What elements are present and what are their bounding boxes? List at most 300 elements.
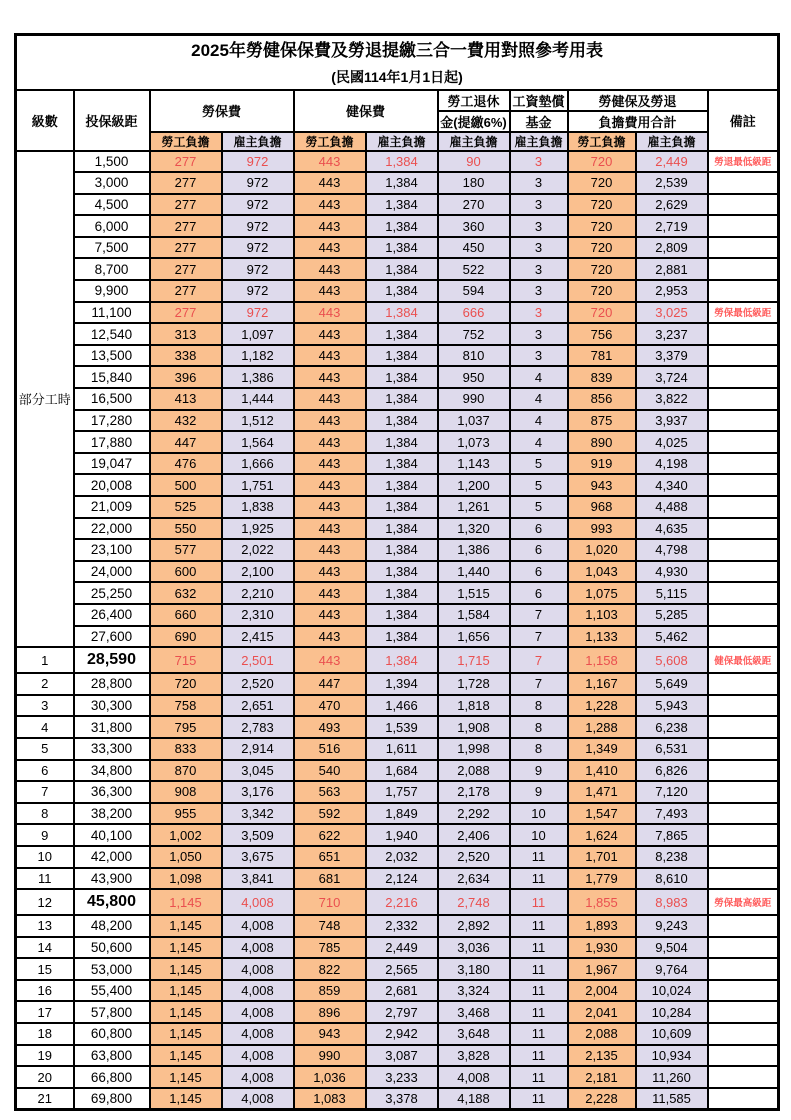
value-cell-pension_er: 2,520 — [438, 846, 510, 868]
value-cell-labor_emp: 500 — [150, 474, 222, 496]
level-cell: 3 — [16, 695, 74, 717]
col-header-wage-fund-line1: 工資墊償 — [510, 90, 568, 111]
value-cell-pension_er: 2,892 — [438, 915, 510, 937]
value-cell-labor_er: 3,675 — [222, 846, 294, 868]
value-cell-labor_er: 1,838 — [222, 496, 294, 518]
value-cell-labor_emp: 715 — [150, 647, 222, 673]
value-cell-labor_er: 3,509 — [222, 824, 294, 846]
value-cell-health_emp: 540 — [294, 760, 366, 782]
value-cell-health_er: 1,394 — [366, 673, 438, 695]
value-cell-labor_er: 4,008 — [222, 1066, 294, 1088]
value-cell-labor_er: 972 — [222, 280, 294, 302]
bracket-cell: 20,008 — [74, 474, 150, 496]
level-cell: 18 — [16, 1023, 74, 1045]
table-row — [16, 237, 779, 259]
value-cell-health_emp: 443 — [294, 474, 366, 496]
remark-cell — [708, 496, 779, 518]
subheader-labor-employee: 勞工負擔 — [150, 132, 222, 151]
value-cell-health_er: 3,087 — [366, 1045, 438, 1067]
remark-cell — [708, 539, 779, 561]
value-cell-health_emp: 443 — [294, 518, 366, 540]
value-cell-total_emp: 720 — [568, 215, 636, 237]
value-cell-health_emp: 443 — [294, 561, 366, 583]
value-cell-labor_emp: 577 — [150, 539, 222, 561]
value-cell-pension_er: 1,073 — [438, 431, 510, 453]
value-cell-total_er: 2,809 — [636, 237, 708, 259]
value-cell-total_emp: 993 — [568, 518, 636, 540]
value-cell-health_er: 1,384 — [366, 345, 438, 367]
value-cell-health_emp: 443 — [294, 258, 366, 280]
value-cell-health_emp: 943 — [294, 1023, 366, 1045]
bracket-cell: 40,100 — [74, 824, 150, 846]
value-cell-total_emp: 1,471 — [568, 781, 636, 803]
value-cell-labor_er: 1,444 — [222, 388, 294, 410]
value-cell-pension_er: 950 — [438, 366, 510, 388]
value-cell-fund_er: 11 — [510, 915, 568, 937]
value-cell-pension_er: 2,634 — [438, 868, 510, 890]
value-cell-pension_er: 1,515 — [438, 582, 510, 604]
value-cell-pension_er: 1,261 — [438, 496, 510, 518]
value-cell-health_emp: 622 — [294, 824, 366, 846]
table-row — [16, 366, 779, 388]
value-cell-health_er: 1,384 — [366, 258, 438, 280]
table-row — [16, 958, 779, 980]
value-cell-labor_emp: 660 — [150, 604, 222, 626]
value-cell-fund_er: 11 — [510, 846, 568, 868]
value-cell-fund_er: 11 — [510, 958, 568, 980]
value-cell-pension_er: 1,728 — [438, 673, 510, 695]
remark-cell — [708, 846, 779, 868]
value-cell-total_er: 2,953 — [636, 280, 708, 302]
value-cell-fund_er: 9 — [510, 760, 568, 782]
table-row — [16, 760, 779, 782]
value-cell-total_emp: 2,041 — [568, 1001, 636, 1023]
value-cell-labor_emp: 1,145 — [150, 980, 222, 1002]
remark-cell — [708, 474, 779, 496]
value-cell-total_er: 9,764 — [636, 958, 708, 980]
value-cell-health_er: 1,384 — [366, 388, 438, 410]
value-cell-labor_er: 2,022 — [222, 539, 294, 561]
value-cell-pension_er: 2,406 — [438, 824, 510, 846]
value-cell-fund_er: 5 — [510, 496, 568, 518]
value-cell-labor_er: 3,045 — [222, 760, 294, 782]
value-cell-fund_er: 8 — [510, 695, 568, 717]
value-cell-fund_er: 4 — [510, 410, 568, 432]
value-cell-pension_er: 1,998 — [438, 738, 510, 760]
value-cell-total_er: 3,724 — [636, 366, 708, 388]
value-cell-labor_er: 4,008 — [222, 1045, 294, 1067]
value-cell-total_er: 3,379 — [636, 345, 708, 367]
value-cell-total_er: 6,531 — [636, 738, 708, 760]
value-cell-pension_er: 1,440 — [438, 561, 510, 583]
bracket-cell: 36,300 — [74, 781, 150, 803]
bracket-cell: 42,000 — [74, 846, 150, 868]
value-cell-fund_er: 11 — [510, 1066, 568, 1088]
value-cell-pension_er: 90 — [438, 151, 510, 173]
value-cell-labor_emp: 1,050 — [150, 846, 222, 868]
table-row — [16, 215, 779, 237]
value-cell-health_er: 1,384 — [366, 215, 438, 237]
bracket-cell: 34,800 — [74, 760, 150, 782]
value-cell-labor_emp: 870 — [150, 760, 222, 782]
level-cell: 11 — [16, 868, 74, 890]
value-cell-pension_er: 3,180 — [438, 958, 510, 980]
remark-cell — [708, 431, 779, 453]
value-cell-fund_er: 7 — [510, 647, 568, 673]
bracket-cell: 17,280 — [74, 410, 150, 432]
value-cell-fund_er: 3 — [510, 237, 568, 259]
value-cell-total_emp: 1,410 — [568, 760, 636, 782]
remark-cell — [708, 781, 779, 803]
value-cell-health_emp: 443 — [294, 280, 366, 302]
table-row — [16, 172, 779, 194]
value-cell-total_emp: 720 — [568, 151, 636, 173]
value-cell-pension_er: 1,584 — [438, 604, 510, 626]
level-cell: 8 — [16, 803, 74, 825]
value-cell-pension_er: 1,656 — [438, 626, 510, 648]
value-cell-total_emp: 756 — [568, 323, 636, 345]
value-cell-total_emp: 875 — [568, 410, 636, 432]
value-cell-pension_er: 1,320 — [438, 518, 510, 540]
table-row — [16, 980, 779, 1002]
value-cell-pension_er: 1,818 — [438, 695, 510, 717]
value-cell-fund_er: 11 — [510, 980, 568, 1002]
value-cell-pension_er: 666 — [438, 302, 510, 324]
remark-cell — [708, 915, 779, 937]
subheader-fund-employer: 雇主負擔 — [510, 132, 568, 151]
value-cell-total_er: 5,608 — [636, 647, 708, 673]
value-cell-total_emp: 1,103 — [568, 604, 636, 626]
value-cell-pension_er: 1,200 — [438, 474, 510, 496]
value-cell-total_er: 4,930 — [636, 561, 708, 583]
value-cell-labor_emp: 632 — [150, 582, 222, 604]
value-cell-labor_emp: 908 — [150, 781, 222, 803]
value-cell-total_emp: 2,228 — [568, 1088, 636, 1110]
table-row — [16, 410, 779, 432]
table-row — [16, 695, 779, 717]
subheader-health-employer: 雇主負擔 — [366, 132, 438, 151]
value-cell-labor_er: 1,564 — [222, 431, 294, 453]
value-cell-labor_emp: 690 — [150, 626, 222, 648]
bracket-cell: 38,200 — [74, 803, 150, 825]
table-row — [16, 604, 779, 626]
value-cell-health_emp: 443 — [294, 323, 366, 345]
bracket-cell: 1,500 — [74, 151, 150, 173]
value-cell-pension_er: 594 — [438, 280, 510, 302]
remark-cell — [708, 716, 779, 738]
col-header-pension-line1: 勞工退休 — [438, 90, 510, 111]
value-cell-health_er: 1,384 — [366, 237, 438, 259]
value-cell-total_er: 2,449 — [636, 151, 708, 173]
bracket-cell: 8,700 — [74, 258, 150, 280]
value-cell-pension_er: 270 — [438, 194, 510, 216]
title-block — [16, 35, 779, 90]
col-header-remark: 備註 — [708, 90, 779, 151]
value-cell-labor_er: 2,783 — [222, 716, 294, 738]
remark-cell — [708, 172, 779, 194]
value-cell-total_emp: 1,228 — [568, 695, 636, 717]
table-row — [16, 1088, 779, 1110]
value-cell-labor_emp: 1,145 — [150, 1045, 222, 1067]
value-cell-labor_emp: 447 — [150, 431, 222, 453]
value-cell-total_emp: 1,547 — [568, 803, 636, 825]
value-cell-fund_er: 7 — [510, 604, 568, 626]
value-cell-health_er: 2,032 — [366, 846, 438, 868]
value-cell-labor_emp: 1,145 — [150, 889, 222, 915]
value-cell-fund_er: 6 — [510, 582, 568, 604]
value-cell-total_emp: 1,043 — [568, 561, 636, 583]
value-cell-total_emp: 1,893 — [568, 915, 636, 937]
value-cell-health_emp: 443 — [294, 626, 366, 648]
value-cell-pension_er: 990 — [438, 388, 510, 410]
table-row — [16, 781, 779, 803]
subheader-total-employee: 勞工負擔 — [568, 132, 636, 151]
value-cell-labor_emp: 758 — [150, 695, 222, 717]
value-cell-total_er: 11,260 — [636, 1066, 708, 1088]
value-cell-total_er: 6,238 — [636, 716, 708, 738]
value-cell-labor_emp: 277 — [150, 302, 222, 324]
bracket-cell: 60,800 — [74, 1023, 150, 1045]
table-body — [16, 151, 779, 1110]
table-row — [16, 626, 779, 648]
value-cell-total_er: 4,198 — [636, 453, 708, 475]
page-title: 2025年勞健保保費及勞退提繳三合一費用對照參考用表 — [191, 41, 603, 61]
value-cell-pension_er: 3,828 — [438, 1045, 510, 1067]
value-cell-pension_er: 2,748 — [438, 889, 510, 915]
value-cell-health_er: 1,384 — [366, 518, 438, 540]
value-cell-total_er: 4,635 — [636, 518, 708, 540]
value-cell-health_emp: 443 — [294, 345, 366, 367]
value-cell-pension_er: 2,088 — [438, 760, 510, 782]
value-cell-pension_er: 752 — [438, 323, 510, 345]
value-cell-health_emp: 443 — [294, 172, 366, 194]
value-cell-fund_er: 5 — [510, 474, 568, 496]
value-cell-health_emp: 710 — [294, 889, 366, 915]
bracket-cell: 12,540 — [74, 323, 150, 345]
value-cell-health_er: 1,757 — [366, 781, 438, 803]
level-cell: 14 — [16, 937, 74, 959]
level-cell: 4 — [16, 716, 74, 738]
level-cell: 10 — [16, 846, 74, 868]
bracket-cell: 13,500 — [74, 345, 150, 367]
level-cell: 16 — [16, 980, 74, 1002]
value-cell-total_er: 7,865 — [636, 824, 708, 846]
value-cell-total_er: 10,284 — [636, 1001, 708, 1023]
value-cell-total_emp: 720 — [568, 194, 636, 216]
remark-cell — [708, 366, 779, 388]
value-cell-health_er: 2,942 — [366, 1023, 438, 1045]
table-row — [16, 868, 779, 890]
level-cell: 9 — [16, 824, 74, 846]
value-cell-total_emp: 781 — [568, 345, 636, 367]
value-cell-health_emp: 896 — [294, 1001, 366, 1023]
value-cell-fund_er: 6 — [510, 539, 568, 561]
bracket-cell: 33,300 — [74, 738, 150, 760]
table-row — [16, 738, 779, 760]
remark-cell — [708, 1088, 779, 1110]
value-cell-fund_er: 9 — [510, 781, 568, 803]
remark-cell — [708, 1023, 779, 1045]
value-cell-total_emp: 2,004 — [568, 980, 636, 1002]
value-cell-fund_er: 5 — [510, 453, 568, 475]
table-row — [16, 937, 779, 959]
value-cell-health_er: 1,384 — [366, 582, 438, 604]
value-cell-total_emp: 1,349 — [568, 738, 636, 760]
table-row — [16, 431, 779, 453]
table-row — [16, 647, 779, 673]
value-cell-health_emp: 443 — [294, 496, 366, 518]
value-cell-fund_er: 6 — [510, 518, 568, 540]
header-row-1 — [16, 90, 779, 111]
value-cell-fund_er: 10 — [510, 824, 568, 846]
col-header-bracket: 投保級距 — [74, 90, 150, 151]
value-cell-health_er: 2,124 — [366, 868, 438, 890]
value-cell-labor_er: 972 — [222, 258, 294, 280]
remark-cell — [708, 1001, 779, 1023]
value-cell-health_emp: 443 — [294, 431, 366, 453]
value-cell-health_er: 1,384 — [366, 194, 438, 216]
bracket-cell: 27,600 — [74, 626, 150, 648]
bracket-cell: 23,100 — [74, 539, 150, 561]
value-cell-labor_er: 972 — [222, 151, 294, 173]
value-cell-fund_er: 3 — [510, 172, 568, 194]
col-header-health-insurance: 健保費 — [294, 90, 438, 132]
table-row — [16, 1023, 779, 1045]
value-cell-labor_emp: 476 — [150, 453, 222, 475]
value-cell-labor_emp: 313 — [150, 323, 222, 345]
value-cell-health_er: 2,449 — [366, 937, 438, 959]
level-cell: 2 — [16, 673, 74, 695]
remark-cell — [708, 868, 779, 890]
value-cell-health_emp: 443 — [294, 366, 366, 388]
col-header-level: 級數 — [16, 90, 74, 151]
value-cell-health_er: 1,384 — [366, 496, 438, 518]
value-cell-total_er: 2,629 — [636, 194, 708, 216]
value-cell-pension_er: 360 — [438, 215, 510, 237]
value-cell-health_emp: 563 — [294, 781, 366, 803]
value-cell-labor_emp: 277 — [150, 194, 222, 216]
value-cell-labor_er: 3,841 — [222, 868, 294, 890]
value-cell-labor_emp: 1,145 — [150, 958, 222, 980]
value-cell-health_emp: 470 — [294, 695, 366, 717]
value-cell-health_er: 3,378 — [366, 1088, 438, 1110]
value-cell-fund_er: 3 — [510, 258, 568, 280]
value-cell-health_emp: 1,036 — [294, 1066, 366, 1088]
value-cell-total_er: 8,983 — [636, 889, 708, 915]
table-row — [16, 561, 779, 583]
remark-cell — [708, 345, 779, 367]
value-cell-health_er: 1,849 — [366, 803, 438, 825]
value-cell-fund_er: 3 — [510, 280, 568, 302]
table-row — [16, 582, 779, 604]
value-cell-fund_er: 3 — [510, 151, 568, 173]
value-cell-fund_er: 11 — [510, 1088, 568, 1110]
value-cell-labor_emp: 1,145 — [150, 915, 222, 937]
value-cell-labor_emp: 432 — [150, 410, 222, 432]
bracket-cell: 6,000 — [74, 215, 150, 237]
value-cell-labor_er: 2,651 — [222, 695, 294, 717]
value-cell-total_er: 8,238 — [636, 846, 708, 868]
value-cell-labor_er: 1,182 — [222, 345, 294, 367]
bracket-cell: 16,500 — [74, 388, 150, 410]
value-cell-total_emp: 2,088 — [568, 1023, 636, 1045]
value-cell-total_er: 3,025 — [636, 302, 708, 324]
remark-cell — [708, 258, 779, 280]
bracket-cell: 25,250 — [74, 582, 150, 604]
value-cell-total_emp: 1,075 — [568, 582, 636, 604]
value-cell-total_emp: 919 — [568, 453, 636, 475]
value-cell-total_er: 3,822 — [636, 388, 708, 410]
value-cell-total_emp: 943 — [568, 474, 636, 496]
remark-cell — [708, 958, 779, 980]
value-cell-health_emp: 443 — [294, 215, 366, 237]
value-cell-health_emp: 990 — [294, 1045, 366, 1067]
remark-cell — [708, 604, 779, 626]
value-cell-labor_er: 972 — [222, 215, 294, 237]
value-cell-total_emp: 1,020 — [568, 539, 636, 561]
remark-cell — [708, 760, 779, 782]
value-cell-labor_er: 1,666 — [222, 453, 294, 475]
value-cell-total_emp: 1,967 — [568, 958, 636, 980]
value-cell-health_er: 3,233 — [366, 1066, 438, 1088]
remark-cell — [708, 937, 779, 959]
bracket-cell: 24,000 — [74, 561, 150, 583]
remark-cell — [708, 410, 779, 432]
value-cell-health_er: 1,539 — [366, 716, 438, 738]
value-cell-health_er: 1,384 — [366, 453, 438, 475]
value-cell-fund_er: 6 — [510, 561, 568, 583]
level-cell: 1 — [16, 647, 74, 673]
table-row — [16, 151, 779, 173]
value-cell-total_emp: 1,167 — [568, 673, 636, 695]
table-row — [16, 889, 779, 915]
value-cell-total_emp: 1,624 — [568, 824, 636, 846]
value-cell-fund_er: 8 — [510, 716, 568, 738]
bracket-cell: 26,400 — [74, 604, 150, 626]
value-cell-labor_emp: 277 — [150, 215, 222, 237]
value-cell-labor_er: 3,176 — [222, 781, 294, 803]
value-cell-pension_er: 522 — [438, 258, 510, 280]
value-cell-pension_er: 1,386 — [438, 539, 510, 561]
value-cell-labor_emp: 338 — [150, 345, 222, 367]
value-cell-health_er: 1,384 — [366, 561, 438, 583]
remark-cell: 勞保最低級距 — [708, 302, 779, 324]
value-cell-total_er: 3,937 — [636, 410, 708, 432]
remark-cell — [708, 626, 779, 648]
value-cell-total_er: 10,609 — [636, 1023, 708, 1045]
table-row — [16, 824, 779, 846]
table-row — [16, 518, 779, 540]
value-cell-health_emp: 785 — [294, 937, 366, 959]
remark-cell — [708, 1045, 779, 1067]
value-cell-health_er: 1,684 — [366, 760, 438, 782]
value-cell-health_er: 2,681 — [366, 980, 438, 1002]
value-cell-labor_emp: 525 — [150, 496, 222, 518]
value-cell-pension_er: 2,178 — [438, 781, 510, 803]
value-cell-labor_er: 972 — [222, 302, 294, 324]
value-cell-total_emp: 968 — [568, 496, 636, 518]
value-cell-labor_er: 2,914 — [222, 738, 294, 760]
value-cell-total_er: 4,488 — [636, 496, 708, 518]
value-cell-fund_er: 4 — [510, 431, 568, 453]
bracket-cell: 69,800 — [74, 1088, 150, 1110]
value-cell-health_emp: 822 — [294, 958, 366, 980]
title-cell — [16, 35, 779, 90]
bracket-cell: 28,590 — [74, 647, 150, 673]
value-cell-health_er: 1,384 — [366, 280, 438, 302]
value-cell-total_er: 5,943 — [636, 695, 708, 717]
remark-cell — [708, 980, 779, 1002]
